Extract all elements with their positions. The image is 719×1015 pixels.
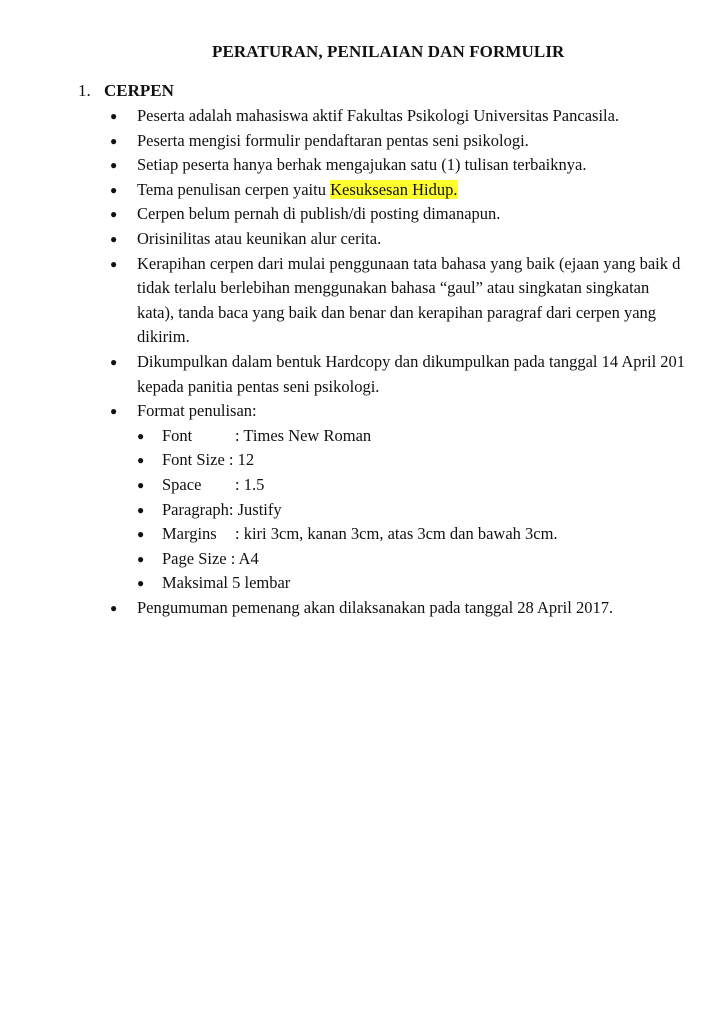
page-title: PERATURAN, PENILAIAN DAN FORMULIR — [212, 42, 565, 61]
format-key: Page Size — [162, 548, 227, 568]
section-heading — [78, 81, 174, 101]
list-item-text: Orisinilitas atau keunikan alur cerita. — [137, 228, 382, 248]
list-item-text: Format penulisan: — [137, 401, 257, 421]
list-item-text: Pengumuman pemenang akan dilaksanakan pada tanggal 28 April 2017. — [137, 597, 614, 617]
format-key: Font Size — [162, 450, 225, 470]
format-value: Maksimal 5 lembar — [162, 573, 291, 593]
list-item — [110, 596, 719, 621]
list-item-text-line: tidak terlalu berlebihan menggunakan bahasa “gaul” atau singkatan singkatan — [137, 278, 650, 298]
list-item — [110, 202, 719, 227]
list-item-text: Peserta mengisi formulir pendaftaran pentas seni psikologi. — [137, 130, 529, 150]
bullet-icon: ● — [110, 404, 118, 419]
format-value: : Justify — [228, 499, 282, 519]
list-item — [110, 227, 719, 252]
bullet-icon: ● — [137, 551, 145, 566]
bullet-icon: ● — [137, 576, 145, 591]
list-item-text: Tema penulisan cerpen yaitu — [137, 179, 331, 199]
bullet-icon: ● — [110, 207, 118, 222]
list-item-text-line: Dikumpulkan dalam bentuk Hardcopy dan dikumpulkan pada tanggal 14 April 201 — [137, 351, 686, 371]
format-item — [110, 547, 719, 572]
bullet-icon: ● — [110, 133, 118, 148]
format-item — [110, 448, 719, 473]
format-item — [110, 522, 719, 547]
format-key: Paragraph — [162, 499, 229, 519]
bullet-icon: ● — [110, 600, 118, 615]
rules-list — [110, 104, 719, 620]
list-item-text-line: kata), tanda baca yang baik dan benar dan kerapihan paragraf dari cerpen yang — [137, 302, 657, 322]
bullet-icon: ● — [110, 354, 118, 369]
bullet-icon: ● — [137, 477, 145, 492]
section-label: CERPEN — [104, 81, 174, 100]
list-item — [110, 399, 719, 596]
list-item — [110, 104, 719, 129]
format-key: Font — [162, 425, 193, 445]
bullet-icon: ● — [110, 231, 118, 246]
bullet-icon: ● — [110, 256, 118, 271]
format-item — [110, 498, 719, 523]
bullet-icon: ● — [137, 428, 145, 443]
bullet-icon: ● — [110, 182, 118, 197]
section-number: 1. — [78, 81, 91, 100]
bullet-icon: ● — [137, 453, 145, 468]
list-item — [110, 252, 719, 350]
format-value: : A4 — [230, 548, 259, 568]
list-item — [110, 153, 719, 178]
list-item-text-line: dikirim. — [137, 327, 190, 347]
list-item-text-line: Kerapihan cerpen dari mulai penggunaan tata bahasa yang baik (ejaan yang baik d — [137, 253, 681, 273]
format-value: : kiri 3cm, kanan 3cm, atas 3cm dan bawah 3cm. — [235, 524, 558, 544]
format-value: : 12 — [228, 450, 255, 470]
format-item — [110, 473, 719, 498]
list-item — [110, 178, 719, 203]
format-item — [110, 424, 719, 449]
list-item — [110, 350, 719, 399]
bullet-icon: ● — [110, 158, 118, 173]
format-list — [110, 424, 719, 596]
format-value: : Times New Roman — [235, 425, 372, 445]
bullet-icon: ● — [110, 109, 118, 123]
highlighted-theme: Kesuksesan Hidup. — [330, 179, 458, 199]
list-item — [110, 129, 719, 154]
format-item — [110, 571, 719, 596]
bullet-icon: ● — [137, 502, 145, 517]
bullet-icon: ● — [137, 527, 145, 542]
list-item-text: Cerpen belum pernah di publish/di posting dimanapun. — [137, 204, 501, 224]
list-item-text: Setiap peserta hanya berhak mengajukan satu (1) tulisan terbaiknya. — [137, 155, 587, 175]
format-key: Space — [162, 474, 202, 494]
list-item-text-line: kepada panitia pentas seni psikologi. — [137, 376, 380, 396]
list-item-text: Peserta adalah mahasiswa aktif Fakultas Psikologi Universitas Pancasila. — [137, 106, 620, 125]
format-value: : 1.5 — [235, 474, 265, 494]
format-key: Margins — [162, 524, 217, 544]
